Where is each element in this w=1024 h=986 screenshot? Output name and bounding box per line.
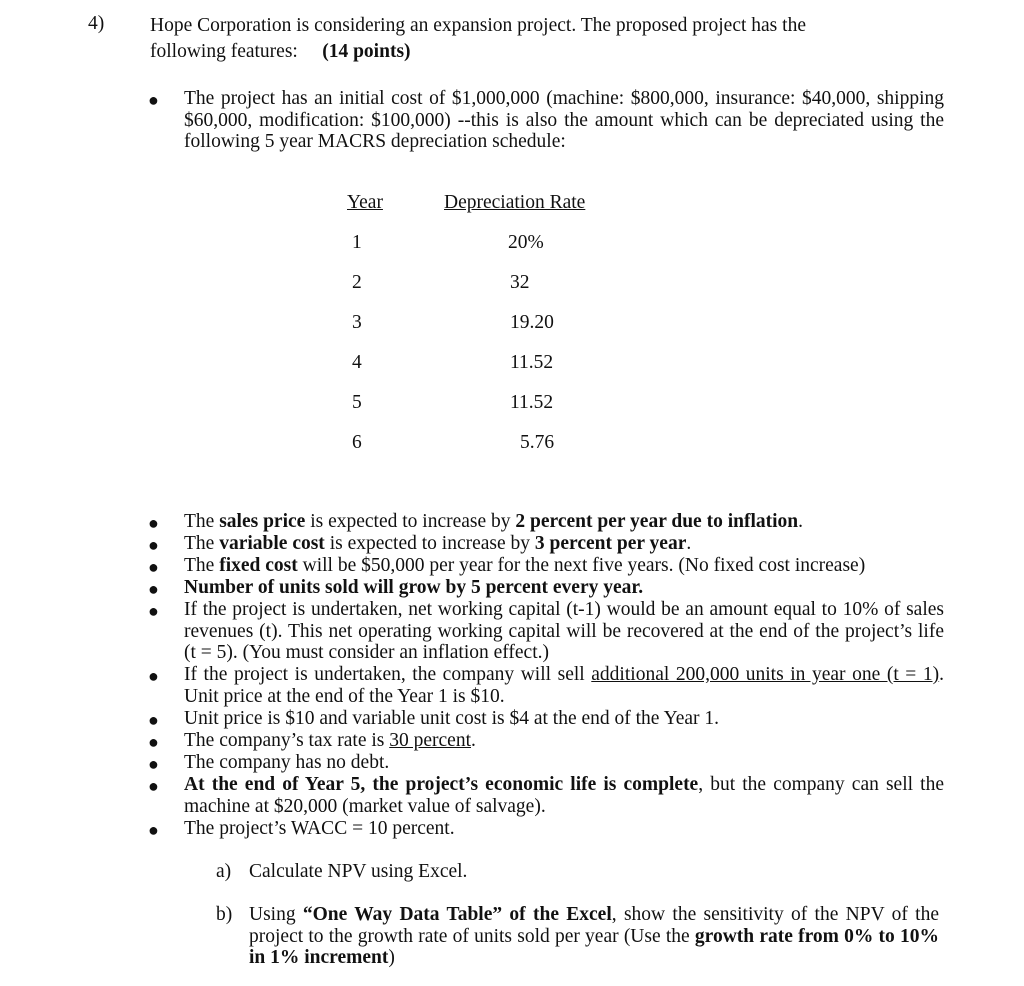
- units-growth-item: Number of units sold will grow by 5 percent every year.: [184, 577, 644, 598]
- intro-line2: following features:: [150, 41, 298, 62]
- year-cell: 3: [352, 312, 362, 333]
- no-debt-item: The company has no debt.: [184, 752, 390, 773]
- rate-header: Depreciation Rate: [444, 192, 586, 213]
- year-cell: 6: [352, 432, 362, 453]
- part-a-text: Calculate NPV using Excel.: [249, 861, 468, 882]
- bullet-dot: ●: [148, 666, 159, 686]
- tax-rate-item: The company’s tax rate is 30 percent.: [184, 730, 476, 751]
- bullet-dot: ●: [148, 557, 159, 577]
- intro-line1: Hope Corporation is considering an expansion project. The proposed project has the: [150, 15, 806, 36]
- rate-cell: 32: [510, 272, 530, 293]
- bullet-dot: ●: [148, 601, 159, 621]
- year-cell: 5: [352, 392, 362, 413]
- part-b-text: Using “One Way Data Table” of the Excel, show the sensitivity of the NPV of the project to the growth rate of units sold per year (Use the growth rate from 0% to 10% in 1% increment): [249, 904, 939, 968]
- bullet-dot: ●: [148, 513, 159, 533]
- rate-cell: 20%: [508, 232, 544, 253]
- rate-cell: 11.52: [510, 392, 554, 413]
- part-b-label: b): [216, 904, 233, 925]
- bullet-dot: ●: [148, 776, 159, 796]
- year-cell: 1: [352, 232, 362, 253]
- bullet-dot: ●: [148, 820, 159, 840]
- year-cell: 2: [352, 272, 362, 293]
- working-capital-item: If the project is undertaken, net working capital (t-1) would be an amount equal to 10% of sales revenues (t). This net operating working capital will be recovered at the end of the project’s life (t = 5). (You must consider an inflation effect.): [184, 599, 944, 663]
- question-intro: [150, 13, 950, 65]
- rate-cell: 5.76: [520, 432, 555, 453]
- initial-cost-text: The project has an initial cost of $1,000,000 (machine: $800,000, insurance: $40,000, shipping $60,000, modification: $100,000) --this is also the amount which can be depreciated using the following 5 year MACRS depreciation schedule:: [184, 88, 944, 152]
- wacc-item: The project’s WACC = 10 percent.: [184, 818, 455, 839]
- bullet-dot: ●: [148, 710, 159, 730]
- salvage-item: At the end of Year 5, the project’s economic life is complete, but the company can sell the machine at $20,000 (market value of salvage).: [184, 774, 944, 817]
- year-header: Year: [347, 192, 383, 213]
- unit-price-item: Unit price is $10 and variable unit cost is $4 at the end of the Year 1.: [184, 708, 720, 729]
- points-label: (14 points): [322, 41, 411, 62]
- rate-cell: 19.20: [510, 312, 554, 333]
- units-sold-item: If the project is undertaken, the company will sell additional 200,000 units in year one (t = 1). Unit price at the end of the Year 1 is $10.: [184, 664, 944, 707]
- part-a-label: a): [216, 861, 232, 882]
- question-number: 4): [88, 13, 105, 34]
- bullet-dot: ●: [148, 90, 159, 110]
- bullet-dot: ●: [148, 732, 159, 752]
- sales-price-item: The sales price is expected to increase by 2 percent per year due to inflation.: [184, 511, 804, 532]
- fixed-cost-item: The fixed cost will be $50,000 per year for the next five years. (No fixed cost increase): [184, 555, 866, 576]
- bullet-dot: ●: [148, 754, 159, 774]
- bullet-dot: ●: [148, 579, 159, 599]
- variable-cost-item: The variable cost is expected to increase by 3 percent per year.: [184, 533, 692, 554]
- bullet-dot: ●: [148, 535, 159, 555]
- year-cell: 4: [352, 352, 362, 373]
- rate-cell: 11.52: [510, 352, 554, 373]
